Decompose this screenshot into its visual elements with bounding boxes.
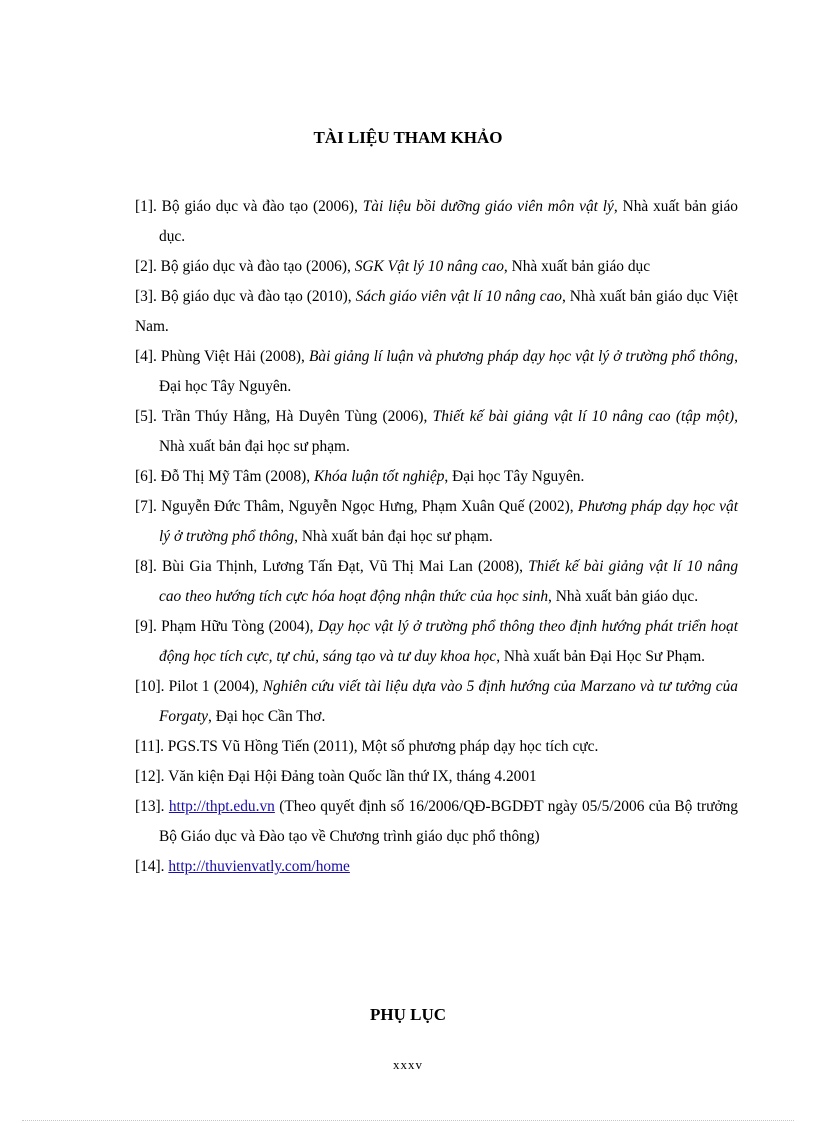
ref-publisher: , Nhà xuất bản giáo dục.: [159, 198, 738, 245]
ref-authors: Bùi Gia Thịnh, Lương Tấn Đạt, Vũ Thị Mai Lan (2008),: [162, 558, 523, 575]
reference-item: [135, 492, 738, 552]
ref-number: [8].: [135, 558, 157, 575]
ref-publisher: Nhà xuất bản đại học sư phạm.: [159, 438, 350, 455]
reference-item: [135, 282, 738, 342]
ref-link[interactable]: http://thuvienvatly.com/home: [168, 858, 350, 875]
ref-text: PGS.TS Vũ Hồng Tiến (2011), Một số phương pháp dạy học tích cực.: [167, 738, 599, 755]
reference-item: [135, 852, 738, 882]
ref-publisher: , Nhà xuất bản đại học sư phạm.: [294, 528, 493, 545]
ref-number: [6].: [135, 468, 157, 485]
page-number: xxxv: [393, 1057, 423, 1072]
ref-authors: Đỗ Thị Mỹ Tâm (2008),: [160, 468, 311, 485]
ref-publisher: , Đại học Tây Nguyên.: [444, 468, 585, 485]
ref-number: [9].: [135, 618, 157, 635]
ref-title: Phương pháp dạy học vật lý ở trường phổ thông: [159, 498, 738, 545]
ref-number: [2].: [135, 258, 157, 275]
ref-number: [14].: [135, 858, 165, 875]
reference-item: [135, 612, 738, 672]
ref-number: [12].: [135, 768, 165, 785]
reference-item: [135, 552, 738, 612]
ref-authors: Bộ giáo dục và đào tạo (2006),: [160, 258, 351, 275]
reference-item: [135, 192, 738, 252]
ref-number: [13].: [135, 798, 165, 815]
ref-publisher: , Đại học Tây Nguyên.: [159, 348, 738, 395]
ref-note: (Theo quyết định số 16/2006/QĐ-BGDĐT ngày 05/5/2006 của Bộ trưởng Bộ Giáo dục và Đào tạo về Chương trình giáo dục phổ thông): [159, 798, 738, 845]
ref-publisher: , Nhà xuất bản giáo dục: [503, 258, 651, 275]
ref-authors: Nguyễn Đức Thâm, Nguyễn Ngọc Hưng, Phạm Xuân Quế (2002),: [161, 498, 574, 515]
reference-item: [135, 402, 738, 462]
ref-number: [10].: [135, 678, 165, 695]
ref-authors: Phùng Việt Hải (2008),: [160, 348, 305, 365]
ref-title: Thiết kế bài giảng vật lí 10 nâng cao theo hướng tích cực hóa hoạt động nhận thức của học sinh: [159, 558, 739, 605]
ref-publisher: , Nhà xuất bản giáo dục Việt Nam.: [135, 288, 738, 335]
ref-title: Sách giáo viên vật lí 10 nâng cao: [355, 288, 562, 305]
ref-number: [1].: [135, 198, 157, 215]
reference-item: [135, 762, 738, 792]
ref-publisher: , Nhà xuất bản Đại Học Sư Phạm.: [496, 648, 706, 665]
ref-title: Tài liệu bồi dưỡng giáo viên môn vật lý: [362, 198, 614, 215]
ref-number: [5].: [135, 408, 157, 425]
ref-title: Bài giảng lí luận và phương pháp dạy học vật lý ở trường phổ thông: [308, 348, 735, 365]
ref-authors: Pilot 1 (2004),: [168, 678, 259, 695]
ref-number: [11].: [135, 738, 164, 755]
ref-number: [3].: [135, 288, 157, 305]
ref-number: [7].: [135, 498, 157, 515]
ref-authors: Bộ giáo dục và đào tạo (2006),: [161, 198, 358, 215]
ref-authors: Bộ giáo dục và đào tạo (2010),: [160, 288, 352, 305]
ref-title: Thiết kế bài giảng vật lí 10 nâng cao (tập một),: [432, 408, 738, 425]
ref-authors: Trần Thúy Hằng, Hà Duyên Tùng (2006),: [161, 408, 428, 425]
page-bottom-divider: [22, 1120, 794, 1121]
ref-authors: Phạm Hữu Tòng (2004),: [161, 618, 314, 635]
ref-publisher: , Đại học Cần Thơ.: [208, 708, 326, 725]
ref-title: Khóa luận tốt nghiệp: [314, 468, 445, 485]
ref-link[interactable]: http://thpt.edu.vn: [168, 798, 275, 815]
reference-item: [135, 792, 738, 852]
reference-item: [135, 342, 738, 402]
ref-number: [4].: [135, 348, 157, 365]
reference-item: [135, 462, 738, 492]
ref-publisher: , Nhà xuất bản giáo dục.: [548, 588, 699, 605]
appendix-heading: PHỤ LỤC: [369, 1005, 447, 1024]
references-heading: TÀI LIỆU THAM KHẢO: [313, 128, 503, 147]
reference-item: [135, 672, 738, 732]
reference-item: [135, 732, 738, 762]
ref-text: Văn kiện Đại Hội Đảng toàn Quốc lần thứ IX, tháng 4.2001: [168, 768, 537, 785]
reference-list: [135, 192, 738, 882]
ref-title: SGK Vật lý 10 nâng cao: [354, 258, 504, 275]
reference-item: [135, 252, 738, 282]
ref-title: Nghiên cứu viết tài liệu dựa vào 5 định hướng của Marzano và tư tưởng của Forgaty: [159, 678, 738, 725]
ref-title: Dạy học vật lý ở trường phổ thông theo định hướng phát triển hoạt động học tích cực, tự chủ, sáng tạo và tư duy khoa học: [159, 618, 738, 665]
